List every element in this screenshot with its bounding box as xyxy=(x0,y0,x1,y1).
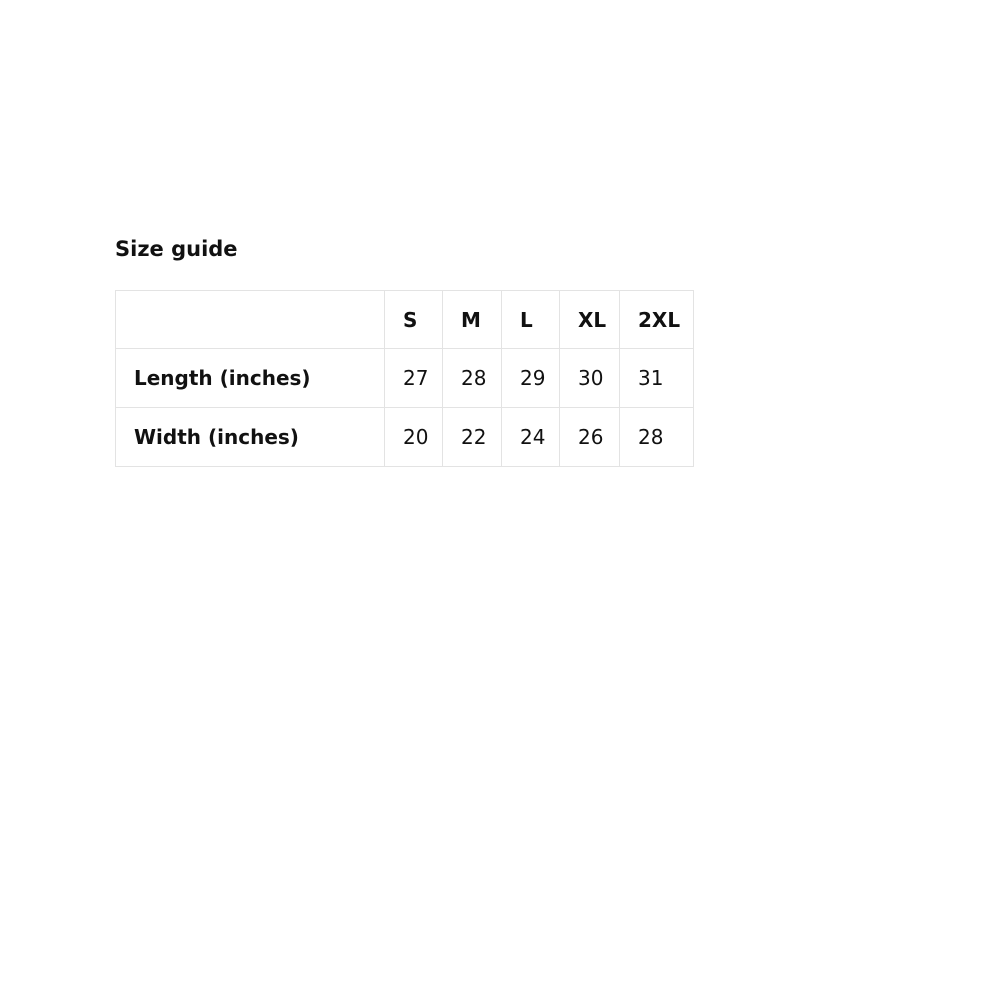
row-label-width: Width (inches) xyxy=(116,408,385,467)
length-value-l: 29 xyxy=(502,349,560,408)
size-guide-title: Size guide xyxy=(115,237,238,261)
row-label-length: Length (inches) xyxy=(116,349,385,408)
size-col-header-s: S xyxy=(385,291,443,349)
table-row-width xyxy=(116,408,694,467)
size-guide-table xyxy=(115,290,694,467)
size-col-header-m: M xyxy=(443,291,502,349)
size-col-header-empty xyxy=(116,291,385,349)
size-guide-section xyxy=(115,237,693,467)
size-guide-header-row xyxy=(116,291,694,349)
width-value-s: 20 xyxy=(385,408,443,467)
length-value-s: 27 xyxy=(385,349,443,408)
length-value-xl: 30 xyxy=(560,349,620,408)
width-value-2xl: 28 xyxy=(620,408,694,467)
length-value-m: 28 xyxy=(443,349,502,408)
table-row-length xyxy=(116,349,694,408)
size-col-header-l: L xyxy=(502,291,560,349)
width-value-m: 22 xyxy=(443,408,502,467)
size-col-header-xl: XL xyxy=(560,291,620,349)
length-value-2xl: 31 xyxy=(620,349,694,408)
width-value-l: 24 xyxy=(502,408,560,467)
size-col-header-2xl: 2XL xyxy=(620,291,694,349)
width-value-xl: 26 xyxy=(560,408,620,467)
